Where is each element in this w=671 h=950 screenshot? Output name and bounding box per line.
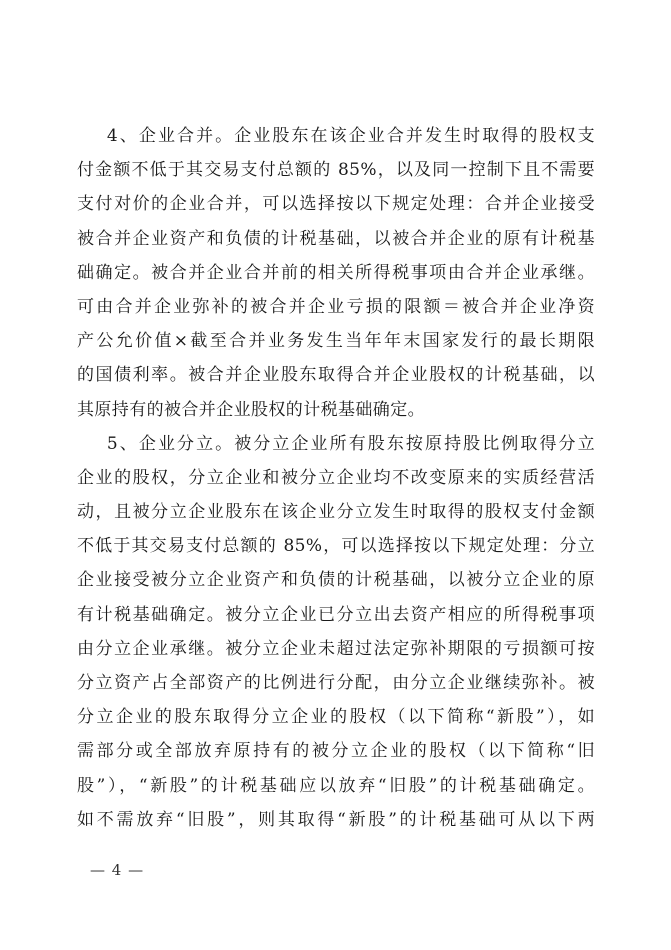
text-line: 产公允价值×截至合并业务发生当年年末国家发行的最长期限 [77, 331, 595, 352]
document-body [77, 119, 595, 837]
text-line: 支付对价的企业合并，可以选择按以下规定处理：合并企业接受 [77, 194, 595, 215]
text-line: 础确定。被合并企业合并前的相关所得税事项由合并企业承继。 [77, 262, 595, 283]
text-line: 5、企业分立。被分立企业所有股东按原持股比例取得分立 [77, 433, 595, 454]
text-line: 分立企业的股东取得分立企业的股权（以下简称“新股”），如 [77, 707, 595, 728]
text-line: 企业的股权，分立企业和被分立企业均不改变原来的实质经营活 [77, 467, 595, 488]
text-line: 企业接受被分立企业资产和负债的计税基础，以被分立企业的原 [77, 570, 595, 591]
text-line: 有计税基础确定。被分立企业已分立出去资产相应的所得税事项 [77, 604, 595, 625]
text-line: 股”），“新股”的计税基础应以放弃“旧股”的计税基础确定。 [77, 775, 595, 796]
page-number: — 4 — [90, 861, 145, 879]
text-line: 需部分或全部放弃原持有的被分立企业的股权（以下简称“旧 [77, 741, 595, 762]
text-line: 付金额不低于其交易支付总额的 85%，以及同一控制下且不需要 [77, 160, 595, 181]
text-line: 分立资产占全部资产的比例进行分配，由分立企业继续弥补。被 [77, 673, 595, 693]
text-line: 被合并企业资产和负债的计税基础，以被合并企业的原有计税基 [77, 228, 595, 249]
text-line: 如不需放弃“旧股”，则其取得“新股”的计税基础可从以下两 [77, 809, 595, 830]
text-line: 其原持有的被合并企业股权的计税基础确定。 [77, 399, 425, 420]
text-line: 可由合并企业弥补的被合并企业亏损的限额＝被合并企业净资 [77, 296, 595, 317]
text-line: 的国债利率。被合并企业股东取得合并企业股权的计税基础，以 [77, 365, 595, 386]
text-line: 由分立企业承继。被分立企业未超过法定弥补期限的亏损额可按 [77, 638, 595, 659]
text-line: 动，且被分立企业股东在该企业分立发生时取得的股权支付金额 [77, 502, 595, 523]
text-line: 4、企业合并。企业股东在该企业合并发生时取得的股权支 [77, 126, 595, 146]
text-line: 不低于其交易支付总额的 85%，可以选择按以下规定处理：分立 [77, 536, 595, 557]
